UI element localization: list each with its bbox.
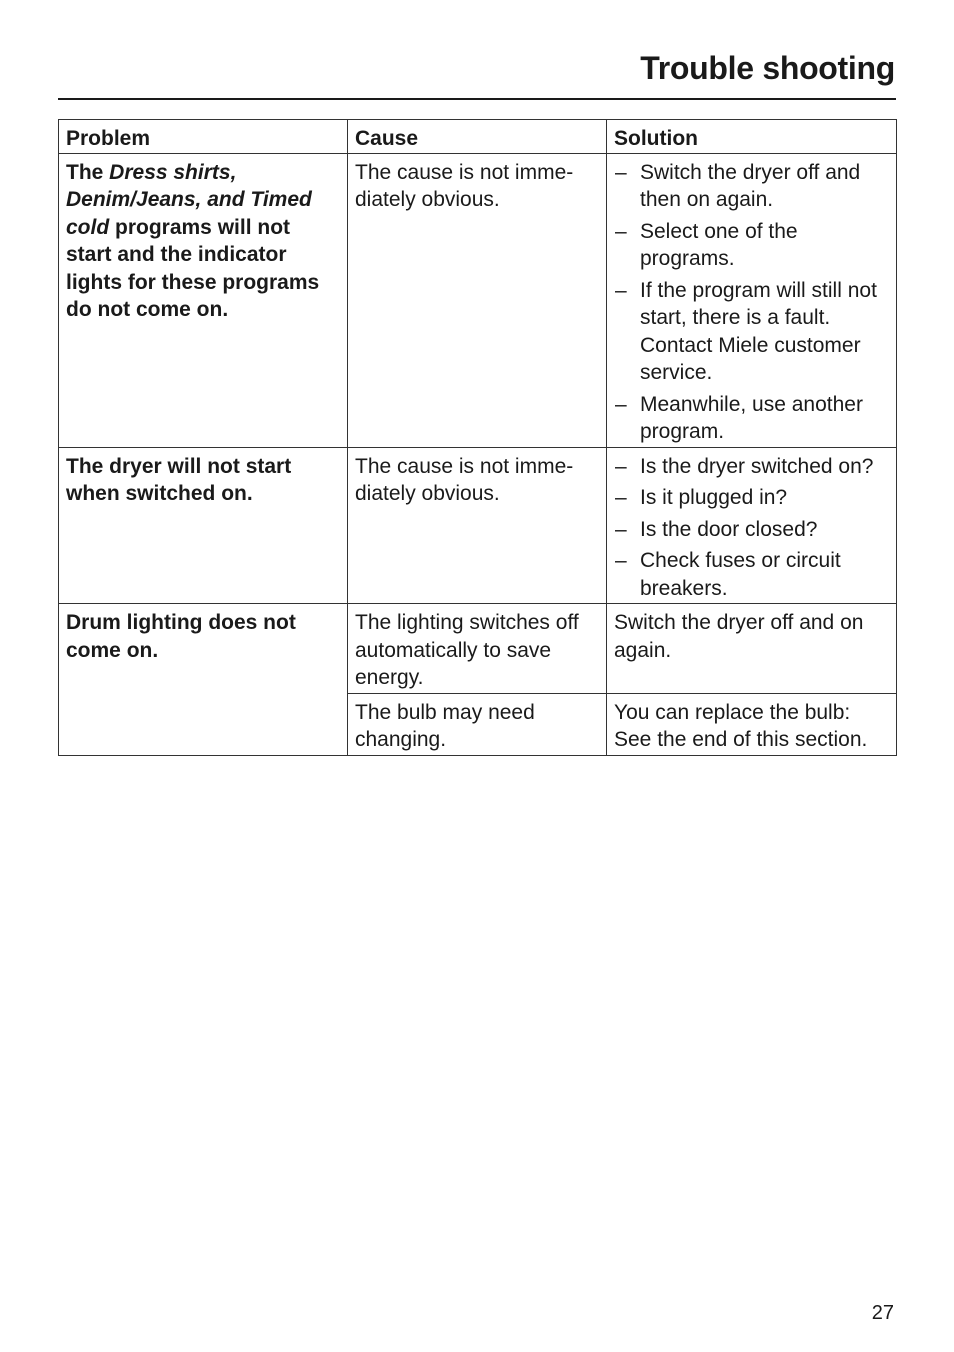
title-rule <box>58 98 896 100</box>
table-header-row <box>59 120 897 154</box>
header-cause: Cause <box>348 120 607 154</box>
solution-list <box>614 159 890 446</box>
table-row <box>59 447 897 604</box>
solution-item: – Check fuses or circuit breakers. <box>614 547 890 602</box>
problem-text-end: programs will not start and the indicator lights for these programs do not come on. <box>66 215 320 321</box>
table-row <box>59 604 897 694</box>
cause-cell: The cause is not imme-diately obvious. <box>348 447 607 604</box>
troubleshooting-table <box>58 119 897 756</box>
solution-cell: Switch the dryer off and on again. <box>607 604 897 694</box>
problem-text-start: The <box>66 160 110 184</box>
cause-cell: The bulb may need changing. <box>348 693 607 755</box>
page-number: 27 <box>871 1302 894 1324</box>
header-problem: Problem <box>59 120 348 154</box>
solution-cell <box>607 447 897 604</box>
cause-cell: The lighting switches off automatically to save energy. <box>348 604 607 694</box>
page-title: Trouble shooting <box>640 50 895 86</box>
solution-list <box>614 453 890 603</box>
solution-item: – Is it plugged in? <box>614 484 890 512</box>
solution-item: – Is the dryer switched on? <box>614 453 890 481</box>
problem-cell: The dryer will not start when switched on. <box>59 447 348 604</box>
solution-item: – If the program will still not start, there is a fault. Contact Miele customer service. <box>614 277 890 387</box>
solution-cell: You can replace the bulb: See the end of this section. <box>607 693 897 755</box>
problem-cell <box>59 153 348 447</box>
problem-cell: Drum lighting does not come on. <box>59 604 348 756</box>
solution-item: – Is the door closed? <box>614 516 890 544</box>
solution-item: – Switch the dryer off and then on again. <box>614 159 890 214</box>
cause-cell: The cause is not imme-diately obvious. <box>348 153 607 447</box>
solution-cell <box>607 153 897 447</box>
table-row <box>59 153 897 447</box>
solution-item: – Select one of the programs. <box>614 218 890 273</box>
header-solution: Solution <box>607 120 897 154</box>
program-names: Dress shirts, Denim/Jeans, and Timed cold <box>66 160 312 239</box>
solution-item: – Meanwhile, use another program. <box>614 391 890 446</box>
